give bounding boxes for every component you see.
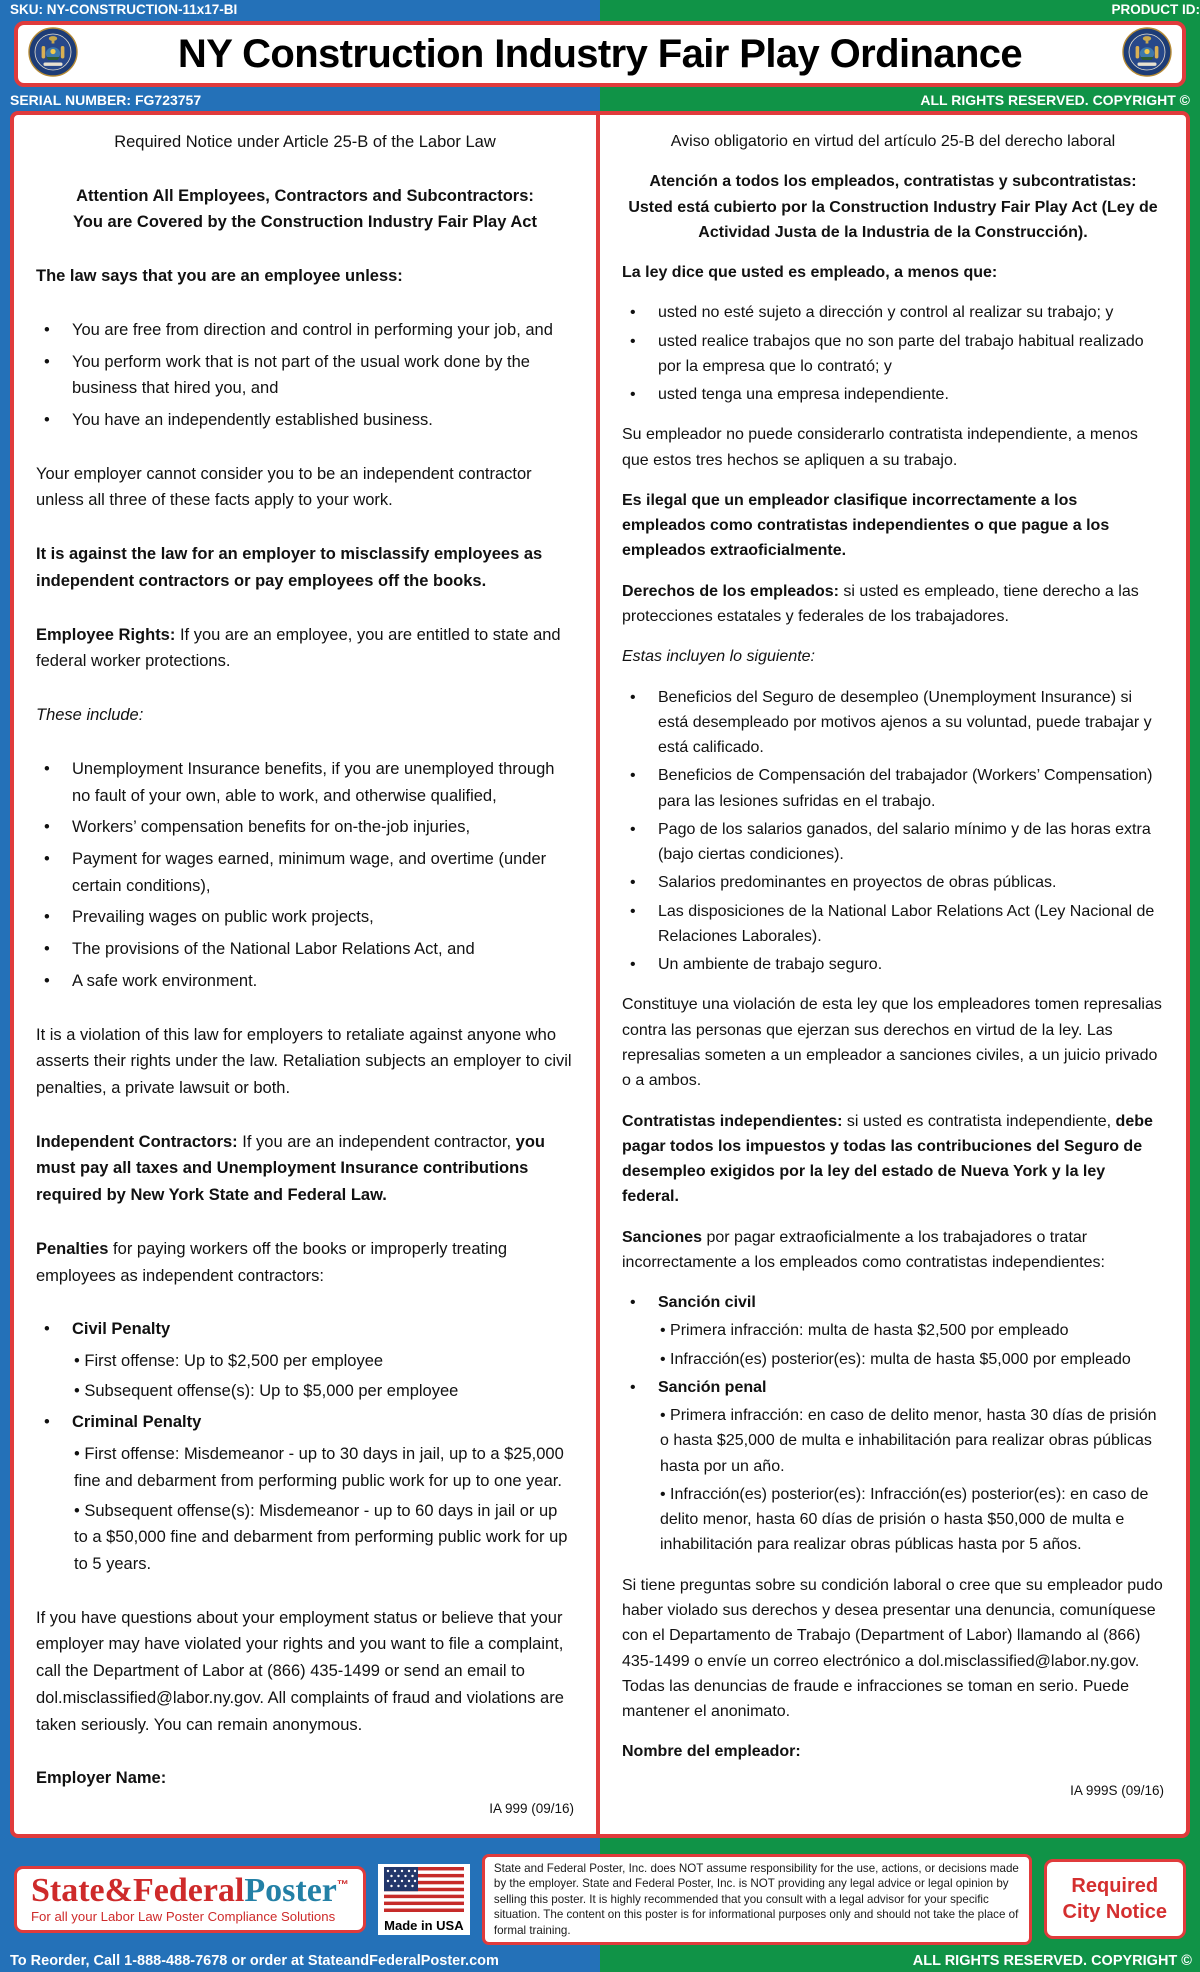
title-banner bbox=[14, 21, 1186, 87]
text-run: Un ambiente de trabajo seguro. bbox=[658, 956, 883, 974]
text-run: You are free from direction and control in performing your job, and bbox=[72, 320, 553, 339]
list-item bbox=[36, 407, 574, 434]
text-run: Atención a todos los empleados, contratistas y subcontratistas: bbox=[649, 173, 1137, 191]
list-item-text bbox=[658, 952, 1164, 977]
bullet-icon: • bbox=[44, 971, 50, 990]
list-item bbox=[622, 329, 1164, 380]
brand-logo-part2: Poster bbox=[244, 1871, 337, 1909]
text-run: Employer Name: bbox=[36, 1769, 167, 1788]
text-run: Workers’ compensation benefits for on-the-job injuries, bbox=[72, 818, 471, 837]
list-item-text bbox=[658, 329, 1164, 380]
paragraph bbox=[622, 260, 1164, 285]
list-item bbox=[36, 968, 574, 995]
text-run: Civil Penalty bbox=[72, 1320, 171, 1339]
bullet-list bbox=[36, 756, 574, 995]
brand-logo bbox=[14, 1866, 366, 1934]
list-item-text bbox=[72, 814, 574, 841]
text-run: Nombre del empleador: bbox=[622, 1743, 801, 1761]
bullet-icon: • bbox=[630, 304, 636, 322]
list-item bbox=[622, 1290, 1164, 1315]
list-item bbox=[36, 936, 574, 963]
paragraph bbox=[36, 1765, 574, 1792]
bullet-icon: • bbox=[44, 411, 50, 430]
list-item bbox=[36, 904, 574, 931]
reorder-label: To Reorder, Call 1-888-488-7678 or order at StateandFederalPoster.com bbox=[10, 1952, 499, 1969]
text-run: IA 999 (09/16) bbox=[489, 1801, 574, 1817]
list-item-text bbox=[658, 899, 1164, 950]
list-item-text bbox=[72, 317, 574, 344]
serial-bar bbox=[0, 90, 1200, 111]
sub-list-item bbox=[36, 1498, 574, 1578]
bullet-icon: • bbox=[630, 386, 636, 404]
list-item bbox=[622, 817, 1164, 868]
text-run: Estas incluyen lo siguiente: bbox=[622, 648, 815, 666]
brand-logo-part1: State&Federal bbox=[31, 1871, 245, 1909]
list-item-text bbox=[72, 349, 574, 402]
list-item-text bbox=[658, 1290, 1164, 1315]
main-content-row bbox=[0, 111, 1200, 1846]
required-city-notice-line1: Required bbox=[1071, 1875, 1159, 1898]
paragraph bbox=[36, 541, 574, 594]
list-item-text bbox=[658, 685, 1164, 761]
bullet-icon: • bbox=[630, 902, 636, 920]
text-run: Constituye una violación de esta ley que los empleadores tomen represalias contra las personas que ejerzan sus derechos en virtud de la ley. Las represalias someten a un empleador a sanciones civiles, a un juicio privado o a ambos. bbox=[622, 996, 1162, 1090]
paragraph bbox=[36, 183, 574, 236]
text-run: It is against the law for an employer to misclassify employees as independent contractors or pay employees off the books. bbox=[36, 545, 543, 590]
paragraph bbox=[36, 1605, 574, 1739]
list-item bbox=[622, 300, 1164, 325]
list-item bbox=[622, 899, 1164, 950]
footer bbox=[0, 1846, 1200, 1951]
bullet-icon: • bbox=[660, 1322, 671, 1340]
text-run: debe pagar todos los impuestos y todas las contribuciones del Seguro de desempleo exigidos por la ley del estado de Nueva York y la ley federal. bbox=[622, 1112, 1153, 1206]
list-item-text bbox=[72, 407, 574, 434]
list-item-text bbox=[72, 968, 574, 995]
notice-body bbox=[10, 111, 1190, 1838]
text-run: usted no esté sujeto a dirección y control al realizar su trabajo; y bbox=[658, 304, 1114, 322]
paragraph bbox=[622, 1739, 1164, 1764]
text-run: si usted es empleado, tiene derecho a las protecciones estatales y federales de los trabajadores. bbox=[622, 582, 1139, 625]
paragraph bbox=[36, 622, 574, 675]
bullet-icon: • bbox=[630, 688, 636, 706]
text-run: Subsequent offense(s): Up to $5,000 per employee bbox=[84, 1381, 459, 1400]
bullet-icon: • bbox=[44, 1320, 50, 1339]
text-run: Salarios predominantes en proyectos de obras públicas. bbox=[658, 874, 1057, 892]
paragraph bbox=[622, 1573, 1164, 1725]
bullet-icon: • bbox=[74, 1352, 85, 1370]
sku-label: SKU: NY-CONSTRUCTION-11x17-BI bbox=[10, 2, 238, 17]
bullet-icon: • bbox=[44, 849, 50, 868]
bullet-list bbox=[622, 300, 1164, 407]
bullet-icon: • bbox=[630, 767, 636, 785]
text-run: you must pay all taxes and Unemployment Insurance contributions required by New York State and Federal Law. bbox=[36, 1132, 545, 1205]
list-item-text bbox=[72, 904, 574, 931]
text-run: A safe work environment. bbox=[72, 971, 258, 990]
text-run: for paying workers off the books or improperly treating employees as independent contractors: bbox=[36, 1239, 508, 1285]
text-run: por pagar extraoficialmente a los trabajadores o tratar incorrectamente a los empleados como contratistas independientes: bbox=[622, 1228, 1105, 1271]
bullet-list bbox=[36, 1316, 574, 1577]
bullet-icon: • bbox=[630, 1294, 636, 1312]
bullet-list bbox=[622, 1290, 1164, 1558]
text-run: Prevailing wages on public work projects, bbox=[72, 908, 374, 927]
bullet-icon: • bbox=[44, 320, 50, 339]
paragraph bbox=[622, 992, 1164, 1093]
text-run: Las disposiciones de la National Labor Relations Act (Ley Nacional de Relaciones Laborales). bbox=[658, 902, 1155, 945]
text-run: Subsequent offense(s): Misdemeanor - up to 60 days in jail or up to a $50,000 fine and debarment from performing public work for up to 5 years. bbox=[74, 1501, 568, 1574]
list-item bbox=[36, 756, 574, 809]
bullet-icon: • bbox=[660, 1350, 671, 1368]
list-item bbox=[622, 382, 1164, 407]
paragraph bbox=[622, 169, 1164, 245]
bullet-icon: • bbox=[44, 818, 50, 837]
bullet-icon: • bbox=[630, 874, 636, 892]
text-run: Penalties bbox=[36, 1239, 109, 1258]
bullet-icon: • bbox=[44, 759, 50, 778]
text-run: If you are an independent contractor, bbox=[237, 1132, 516, 1151]
paragraph bbox=[36, 1129, 574, 1209]
top-bar bbox=[0, 0, 1200, 19]
made-in-usa-block bbox=[378, 1864, 470, 1935]
text-run: Attention All Employees, Contractors and Subcontractors: bbox=[76, 186, 534, 205]
ny-state-seal-icon bbox=[28, 27, 78, 82]
list-item-text bbox=[72, 756, 574, 809]
paragraph bbox=[36, 702, 574, 729]
text-run: si usted es contratista independiente, bbox=[842, 1112, 1116, 1130]
list-item-text bbox=[72, 1316, 574, 1343]
serial-number-label: SERIAL NUMBER: FG723757 bbox=[10, 92, 202, 108]
text-run: Aviso obligatorio en virtud del artículo 25-B del derecho laboral bbox=[670, 133, 1116, 150]
required-city-notice-badge bbox=[1044, 1859, 1186, 1939]
brand-logo-text bbox=[31, 1873, 349, 1909]
text-run: Beneficios de Compensación del trabajador (Workers’ Compensation) para las lesiones sufridas en el trabajo. bbox=[658, 767, 1153, 810]
bullet-icon: • bbox=[44, 1413, 50, 1432]
bullet-icon: • bbox=[630, 1378, 636, 1396]
text-run: Usted está cubierto por la Construction Industry Fair Play Act (Ley de Actividad Justa de la Industria de la Construcción). bbox=[628, 198, 1158, 241]
bullet-icon: • bbox=[630, 956, 636, 974]
text-run: Su empleador no puede considerarlo contratista independiente, a menos que estos tres hechos se apliquen a su trabajo. bbox=[622, 426, 1138, 469]
paragraph bbox=[36, 263, 574, 290]
ny-state-seal-icon bbox=[1122, 27, 1172, 82]
bullet-icon: • bbox=[630, 820, 636, 838]
made-in-usa-label: Made in USA bbox=[384, 1917, 464, 1933]
text-run: These include: bbox=[36, 706, 144, 725]
required-city-notice-line2: City Notice bbox=[1062, 1901, 1167, 1924]
text-run: Required Notice under Article 25-B of the Labor Law bbox=[114, 133, 496, 151]
list-item-text bbox=[658, 817, 1164, 868]
product-id-label: PRODUCT ID: bbox=[1111, 2, 1200, 17]
text-run: Contratistas independientes: bbox=[622, 1112, 843, 1130]
text-run: Employee Rights: bbox=[36, 625, 176, 644]
bullet-icon: • bbox=[44, 940, 50, 959]
text-run: Infracción(es) posterior(es): multa de hasta $5,000 por empleado bbox=[670, 1350, 1131, 1368]
sub-list-item bbox=[622, 1403, 1164, 1479]
sub-list-item bbox=[36, 1348, 574, 1375]
list-item-text bbox=[658, 300, 1164, 325]
bullet-icon: • bbox=[74, 1445, 85, 1464]
text-run: usted realice trabajos que no son parte del trabajo habitual realizado por la empresa que lo contrató; y bbox=[658, 332, 1144, 375]
bullet-icon: • bbox=[74, 1381, 85, 1400]
list-item-text bbox=[658, 870, 1164, 895]
english-column bbox=[14, 115, 600, 1834]
paragraph bbox=[622, 1780, 1164, 1801]
bullet-icon: • bbox=[660, 1407, 671, 1425]
text-run: It is a violation of this law for employers to retaliate against anyone who asserts their rights under the law. Retaliation subjects an employer to civil penalties, a private lawsuit or both. bbox=[36, 1025, 572, 1097]
text-run: Es ilegal que un empleador clasifique incorrectamente a los empleados como contratistas independientes o que pague a los empleados extraoficialmente. bbox=[622, 491, 1110, 560]
paragraph bbox=[622, 1109, 1164, 1210]
text-run: La ley dice que usted es empleado, a menos que: bbox=[622, 264, 998, 282]
bullet-icon: • bbox=[660, 1485, 671, 1503]
sub-list-item bbox=[622, 1482, 1164, 1558]
spanish-column bbox=[600, 115, 1186, 1834]
bullet-list bbox=[622, 685, 1164, 978]
text-run: Beneficios del Seguro de desempleo (Unemployment Insurance) si está desempleado por motivos ajenos a su voluntad, puede trabajar y está calificado. bbox=[658, 688, 1152, 757]
paragraph bbox=[36, 1022, 574, 1102]
brand-tagline: For all your Labor Law Poster Compliance Solutions bbox=[31, 1909, 336, 1925]
list-item bbox=[622, 1375, 1164, 1400]
paragraph bbox=[622, 129, 1164, 154]
list-item bbox=[36, 814, 574, 841]
paragraph bbox=[36, 1236, 574, 1289]
paragraph bbox=[622, 422, 1164, 473]
list-item-text bbox=[72, 936, 574, 963]
text-run: IA 999S (09/16) bbox=[1070, 1782, 1164, 1798]
text-run: You have an independently established business. bbox=[72, 411, 433, 430]
list-item bbox=[36, 846, 574, 899]
text-run: Si tiene preguntas sobre su condición laboral o cree que su empleador pudo haber violado sus derechos y desea presentar una denuncia, comuníquese con el Departamento de Trabajo (Department of Labor) llamando al (866) 435-1499 o envíe un correo electrónico a dol.misclassified@labor.ny.gov. Todas las denuncias de fraude e infracciones se toman en serio. Puede mantener el anonimato. bbox=[622, 1576, 1163, 1721]
text-run: You are Covered by the Construction Industry Fair Play Act bbox=[73, 213, 537, 232]
text-run: Payment for wages earned, minimum wage, and overtime (under certain conditions), bbox=[72, 849, 547, 895]
sub-list-item bbox=[36, 1378, 574, 1405]
text-run: Sanción civil bbox=[658, 1294, 756, 1312]
paragraph bbox=[36, 129, 574, 156]
list-item-text bbox=[658, 763, 1164, 814]
text-run: Independent Contractors: bbox=[36, 1132, 238, 1151]
poster-title: NY Construction Industry Fair Play Ordinance bbox=[177, 31, 1023, 76]
list-item-text bbox=[658, 1375, 1164, 1400]
paragraph bbox=[622, 579, 1164, 630]
paragraph bbox=[622, 488, 1164, 564]
text-run: Sanción penal bbox=[658, 1378, 767, 1396]
sub-list-item bbox=[36, 1441, 574, 1494]
list-item bbox=[36, 1316, 574, 1343]
list-item-text bbox=[72, 1409, 574, 1436]
text-run: First offense: Up to $2,500 per employee bbox=[84, 1352, 384, 1370]
title-banner-row bbox=[0, 19, 1200, 90]
us-flag-icon bbox=[384, 1899, 464, 1916]
sub-list-item bbox=[622, 1318, 1164, 1343]
text-run: Sanciones bbox=[622, 1228, 703, 1246]
bottom-bar bbox=[0, 1951, 1200, 1972]
bullet-icon: • bbox=[74, 1501, 85, 1520]
bullet-list bbox=[36, 317, 574, 434]
bullet-icon: • bbox=[44, 352, 50, 371]
text-run: The provisions of the National Labor Relations Act, and bbox=[72, 940, 475, 959]
text-run: If you are an employee, you are entitled to state and federal worker protections. bbox=[36, 625, 561, 671]
paragraph bbox=[36, 461, 574, 514]
text-run: First offense: Misdemeanor - up to 30 days in jail, up to a $25,000 fine and debarment from performing public work for up to one year. bbox=[74, 1445, 564, 1490]
paragraph bbox=[622, 644, 1164, 669]
paragraph bbox=[36, 1798, 574, 1820]
text-run: Criminal Penalty bbox=[72, 1413, 202, 1432]
bullet-icon: • bbox=[630, 332, 636, 350]
list-item bbox=[622, 685, 1164, 761]
text-run: Derechos de los empleados: bbox=[622, 582, 839, 600]
text-run: The law says that you are an employee unless: bbox=[36, 267, 403, 286]
text-run: You perform work that is not part of the usual work done by the business that hired you, and bbox=[72, 352, 530, 398]
trademark-symbol: ™ bbox=[336, 1877, 349, 1892]
disclaimer-text: State and Federal Poster, Inc. does NOT assume responsibility for the use, actions, or decisions made by the employer. State and Federal Poster, Inc. is NOT providing any legal advice or legal opinion by selling this poster. It is highly recommended that you consult with a legal advisor for your specific situation. The content on this poster is for informational purposes only and should not take the place of formal training. bbox=[482, 1854, 1032, 1945]
copyright-bottom-label: ALL RIGHTS RESERVED. COPYRIGHT © bbox=[912, 1952, 1192, 1969]
text-run: usted tenga una empresa independiente. bbox=[658, 386, 949, 404]
text-run: Your employer cannot consider you to be an independent contractor unless all three of these facts apply to your work. bbox=[36, 464, 532, 510]
copyright-top-label: ALL RIGHTS RESERVED. COPYRIGHT © bbox=[920, 92, 1190, 108]
list-item bbox=[36, 1409, 574, 1436]
text-run: If you have questions about your employment status or believe that your employer may have violated your rights and you want to file a complaint, call the Department of Labor at (866) 435-1499 or send an email to dol.misclassified@labor.ny.gov. All complaints of fraud and violations are taken seriously. You can remain anonymous. bbox=[36, 1608, 564, 1734]
text-run: Primera infracción: en caso de delito menor, hasta 30 días de prisión o hasta $25,000 de multa e inhabilitación para realizar obras públicas hasta por un año. bbox=[660, 1407, 1157, 1475]
list-item bbox=[622, 870, 1164, 895]
text-run: Infracción(es) posterior(es): Infracción(es) posterior(es): en caso de delito menor, hasta 60 días de prisión o hasta $50,000 de multa e inhabilitación para realizar obras públicas hasta por 5 años. bbox=[660, 1485, 1149, 1554]
list-item-text bbox=[72, 846, 574, 899]
bullet-icon: • bbox=[44, 908, 50, 927]
text-run: Primera infracción: multa de hasta $2,500 por empleado bbox=[670, 1322, 1069, 1340]
text-run: Pago de los salarios ganados, del salario mínimo y de las horas extra (bajo ciertas condiciones). bbox=[658, 820, 1151, 864]
list-item bbox=[36, 317, 574, 344]
list-item bbox=[622, 763, 1164, 814]
sub-list-item bbox=[622, 1347, 1164, 1372]
text-run: Unemployment Insurance benefits, if you are unemployed through no fault of your own, able to work, and otherwise qualified, bbox=[72, 759, 555, 805]
list-item-text bbox=[658, 382, 1164, 407]
list-item bbox=[36, 349, 574, 402]
paragraph bbox=[622, 1225, 1164, 1276]
list-item bbox=[622, 952, 1164, 977]
